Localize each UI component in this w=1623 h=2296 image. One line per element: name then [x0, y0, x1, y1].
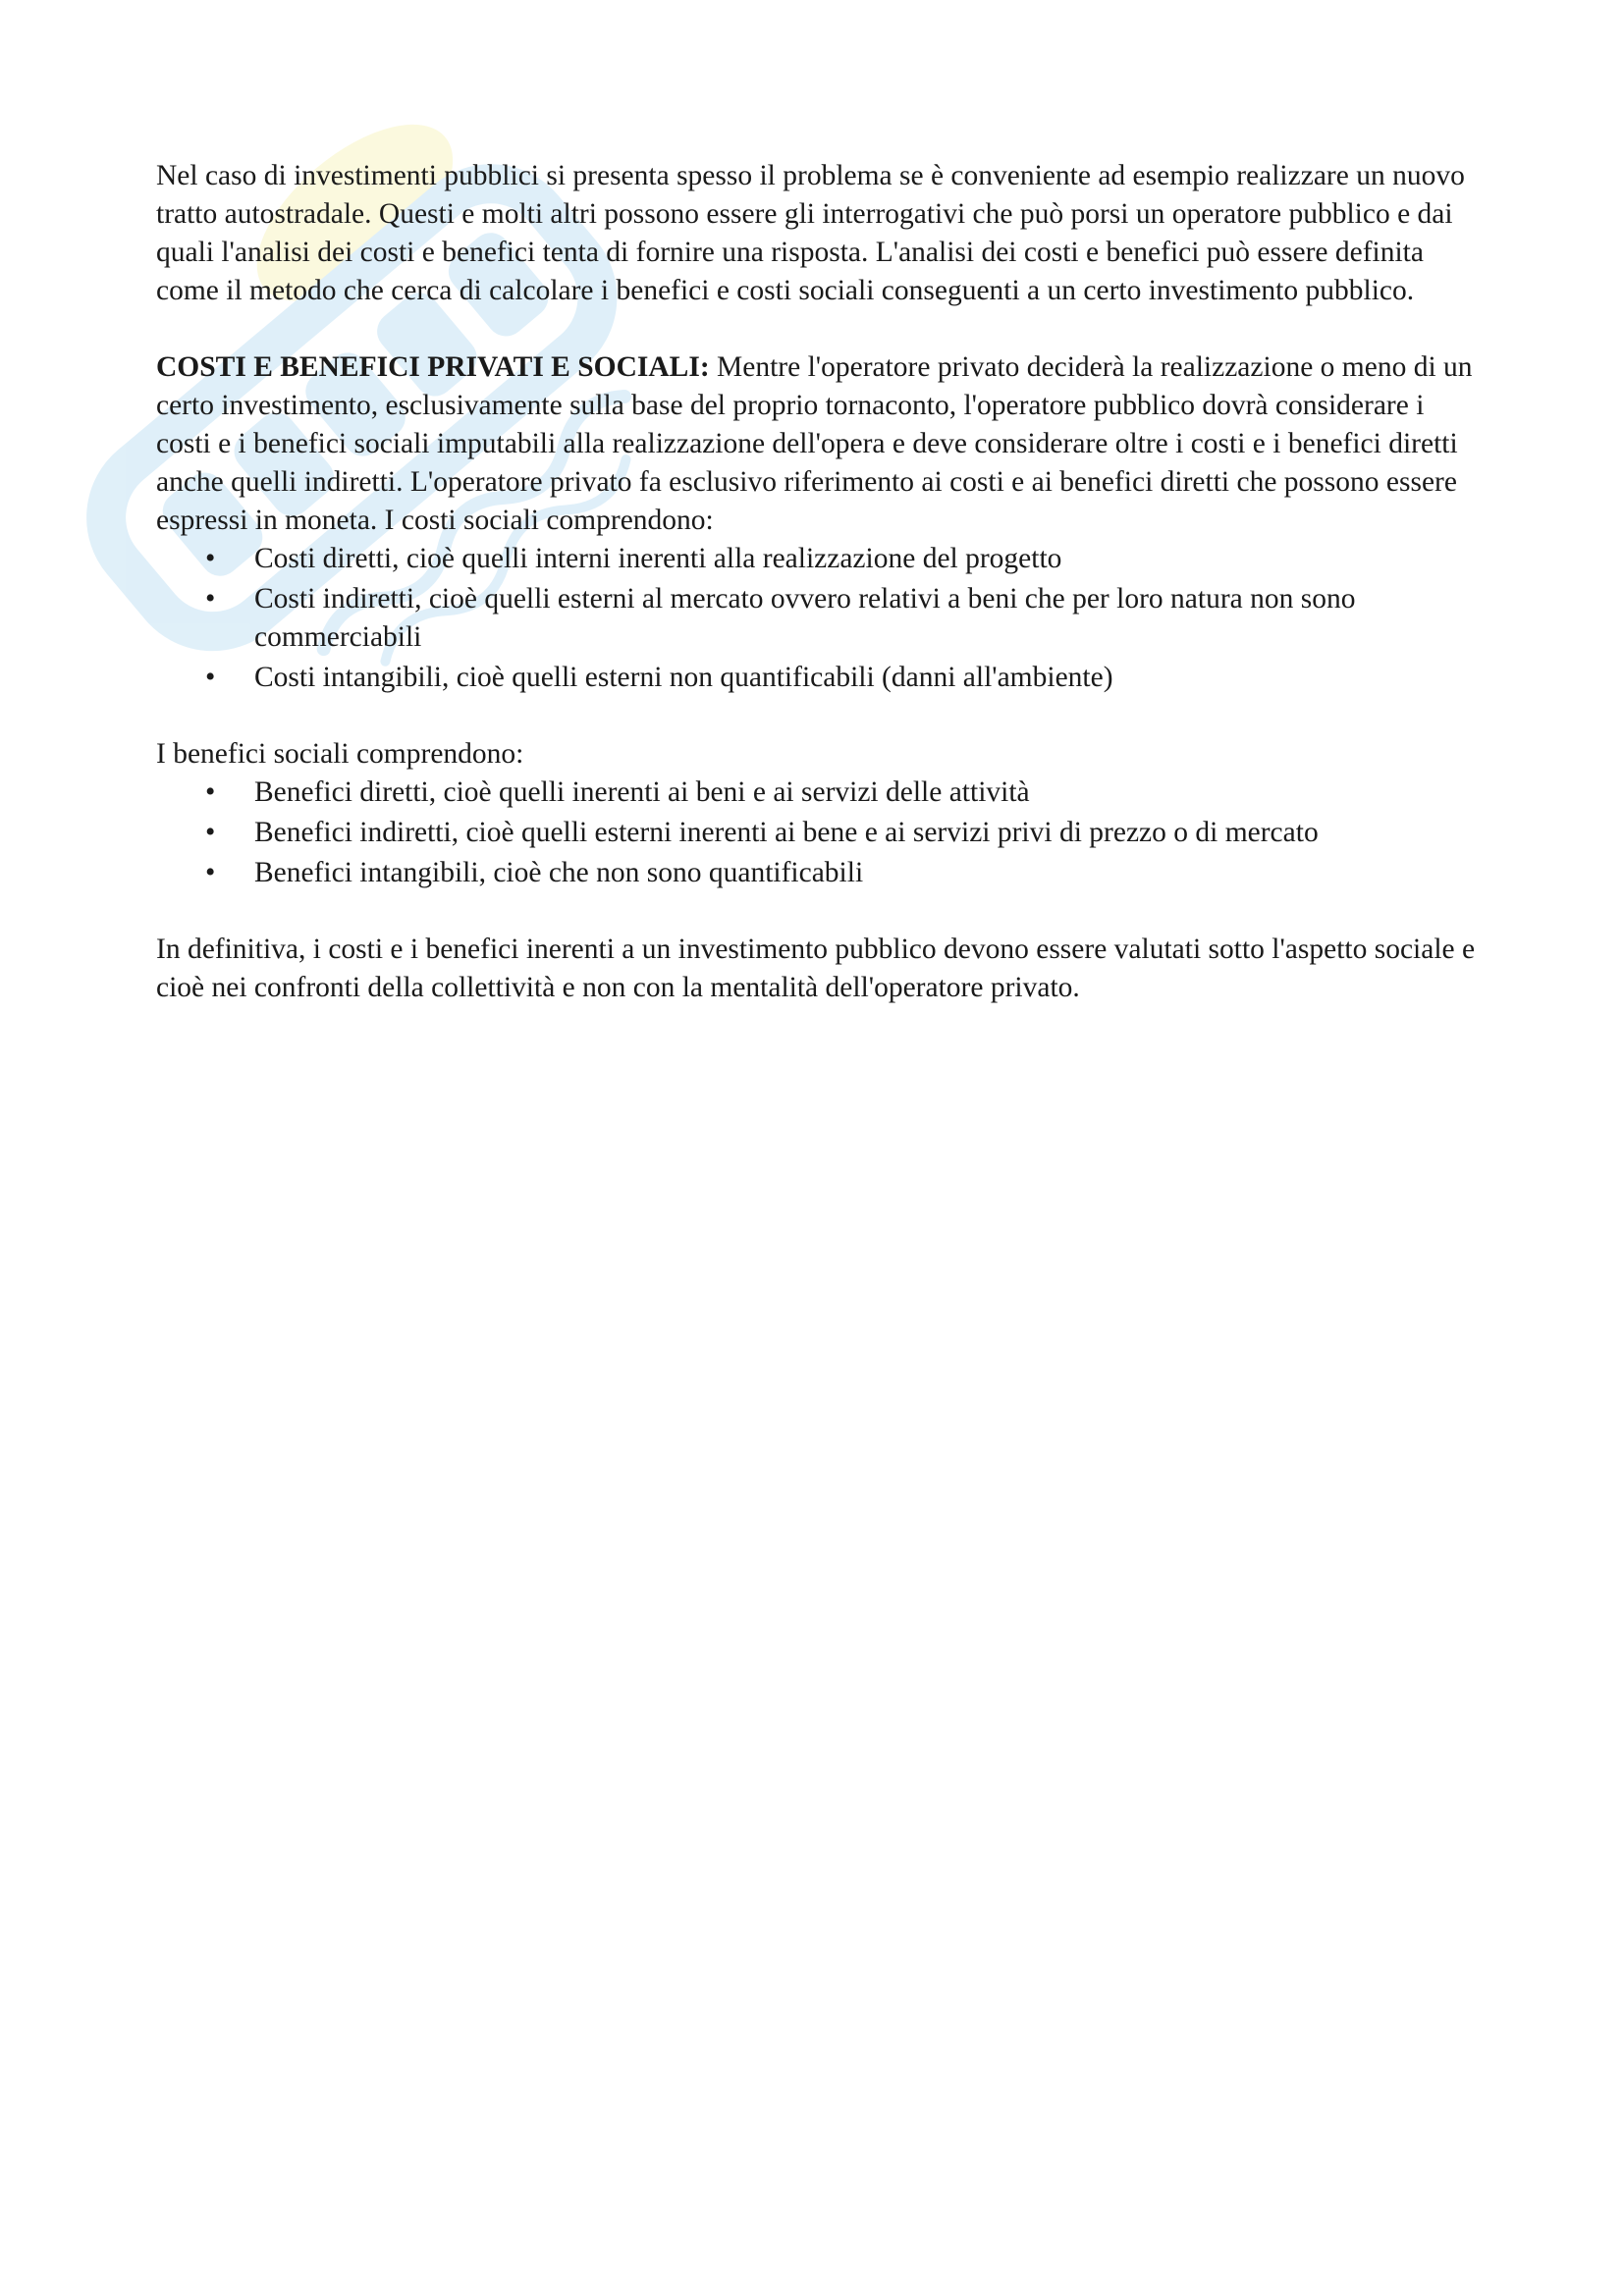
list-item-text: Benefici intangibili, cioè che non sono quantificabili	[254, 857, 864, 888]
paragraph-spacer	[156, 892, 1482, 931]
bullet-icon: •	[205, 543, 216, 574]
benefits-list	[156, 774, 1482, 892]
document-body	[156, 157, 1482, 1007]
bullet-icon: •	[205, 776, 216, 808]
list-item	[156, 774, 1482, 812]
bullet-icon: •	[205, 583, 216, 614]
costs-list	[156, 540, 1482, 697]
section-text: Mentre l'operatore privato deciderà la realizzazione o meno di un certo investimento, esclusivamente sulla base del proprio tornaconto, l'operatore pubblico dovrà considerare i costi e i benefici sociali imputabili alla realizzazione dell'opera e deve considerare oltre i costi e i benefici diretti anche quelli indiretti. L'operatore privato fa esclusivo riferimento ai costi e ai benefici diretti che possono essere espressi in moneta. I costi sociali comprendono:	[156, 351, 1473, 536]
bullet-icon: •	[205, 857, 216, 888]
section-paragraph	[156, 348, 1482, 540]
list-item	[156, 659, 1482, 697]
conclusion-paragraph: In definitiva, i costi e i benefici inerenti a un investimento pubblico devono essere valutati sotto l'aspetto sociale e cioè nei confronti della collettività e non con la mentalità dell'operatore privato.	[156, 934, 1476, 1003]
section-heading: COSTI E BENEFICI PRIVATI E SOCIALI:	[156, 351, 710, 383]
intro-paragraph	[156, 157, 1482, 310]
list-item-text: Costi diretti, cioè quelli interni inerenti alla realizzazione del progetto	[254, 543, 1062, 574]
list-item-text: Benefici indiretti, cioè quelli esterni inerenti ai bene e ai servizi privi di prezzo o di mercato	[254, 817, 1319, 848]
intro-text: Nel caso di investimenti pubblici si presenta spesso il problema se è conveniente ad esempio realizzare un nuovo tratto autostradale. Questi e molti altri possono essere gli interrogativi che può porsi un operatore pubblico e dai quali l'analisi dei costi e benefici tenta di fornire una risposta.	[156, 160, 1465, 268]
list-item-text: Benefici diretti, cioè quelli inerenti ai beni e ai servizi delle attività	[254, 776, 1030, 808]
benefits-intro: I benefici sociali comprendono:	[156, 738, 524, 770]
paragraph-spacer	[156, 310, 1482, 348]
list-item-text: Costi intangibili, cioè quelli esterni non quantificabili (danni all'ambiente)	[254, 662, 1113, 693]
intro-definition: L'analisi dei costi e benefici può essere definita come il metodo che cerca di calcolare i benefici e costi sociali conseguenti a un certo investimento pubblico.	[156, 237, 1424, 306]
list-item	[156, 814, 1482, 852]
list-item	[156, 580, 1482, 657]
list-item	[156, 540, 1482, 578]
list-item-text: Costi indiretti, cioè quelli esterni al mercato ovvero relativi a beni che per loro natura non sono commerciabili	[254, 583, 1356, 653]
list-item	[156, 854, 1482, 892]
bullet-icon: •	[205, 662, 216, 693]
paragraph-spacer	[156, 697, 1482, 735]
bullet-icon: •	[205, 817, 216, 848]
